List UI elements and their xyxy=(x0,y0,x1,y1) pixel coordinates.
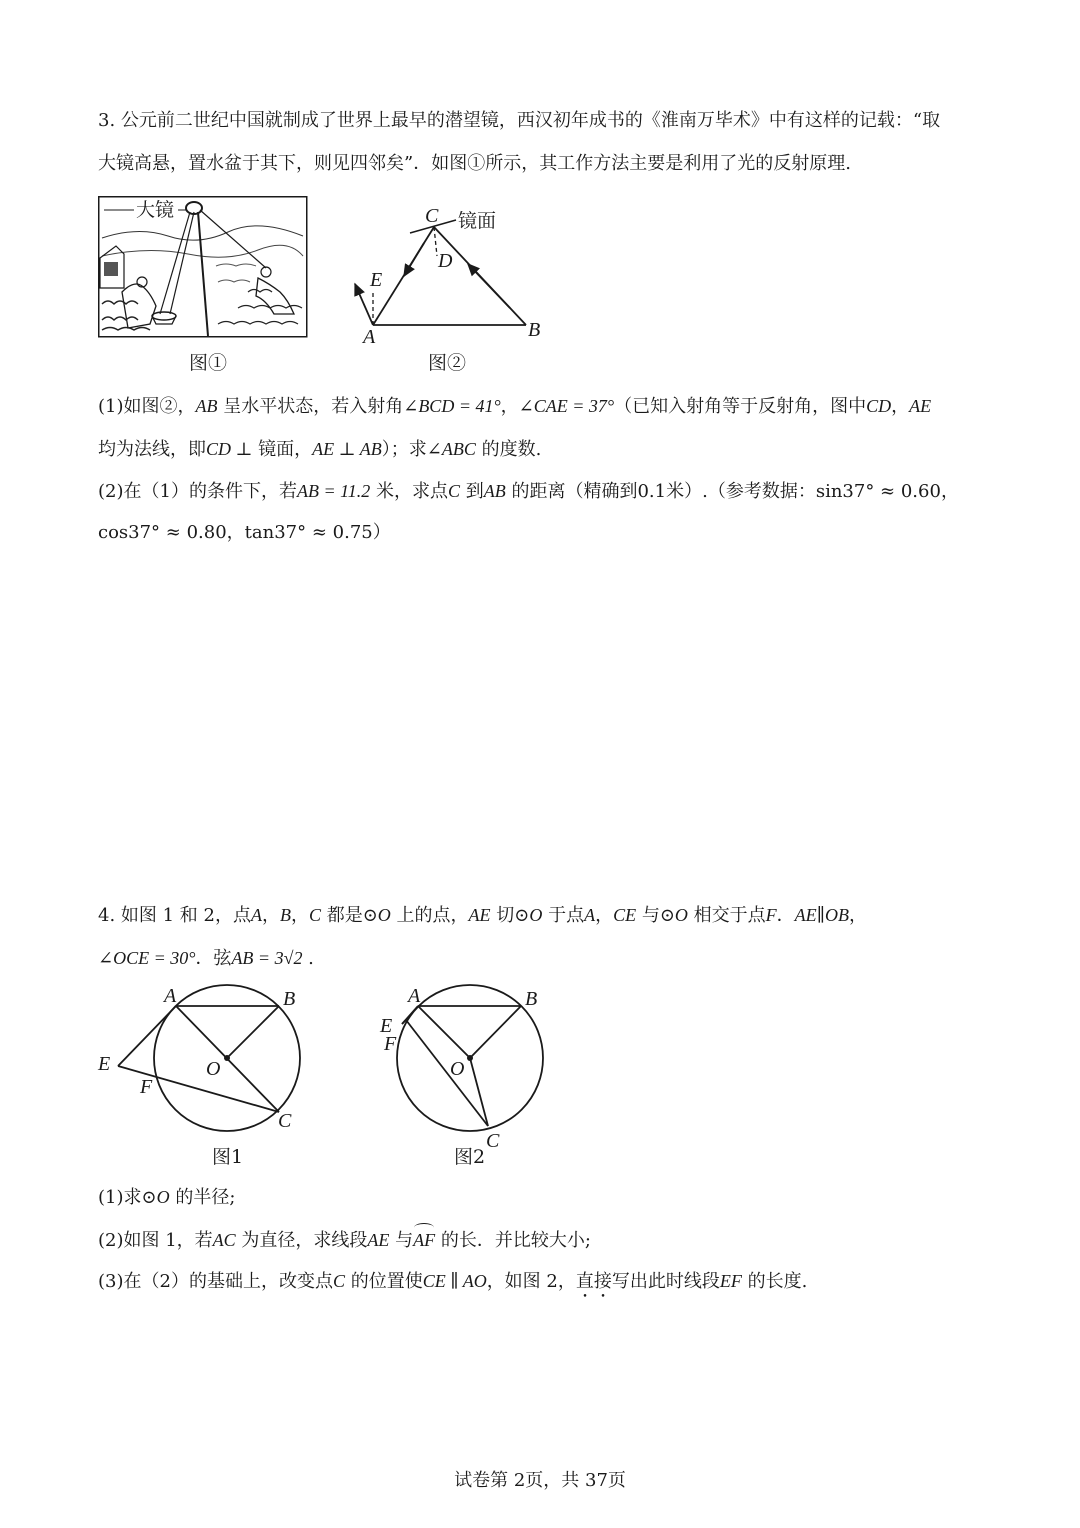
q3-figure2-diagram xyxy=(340,200,560,346)
fig2-point-C: C xyxy=(486,1130,500,1152)
fig2-point-A: A xyxy=(363,326,376,348)
q4-sub2: (2)如图 1，若AC 为直径，求线段AE 与AF 的长．并比较大小; xyxy=(98,1227,591,1254)
q4-stem-line2: ∠OCE = 30°．弦AB = 3√2 . xyxy=(98,948,314,969)
q3-figure2-caption: 图② xyxy=(428,352,467,374)
page-footer: 试卷第 2页，共 37页 xyxy=(454,1470,626,1491)
fig1-mirror-label: 大镜 xyxy=(136,199,175,221)
q3-stem-line1: 3. 公元前二世纪中国就制成了世界上最早的潜望镜，西汉初年成书的《淮南万毕术》中有这样的记载：“取 xyxy=(98,110,941,131)
fig2-mirror-label: 镜面 xyxy=(458,210,497,232)
fig2-point-D: D xyxy=(438,250,453,272)
fig2-point-E: E xyxy=(370,269,383,291)
emphasis-direct: 直接 xyxy=(575,1271,612,1292)
q4-figure2-caption: 图2 xyxy=(454,1146,486,1168)
fig2-point-B: B xyxy=(528,319,541,341)
q3-figure1-caption: 图① xyxy=(189,352,228,374)
q3-sub1-line1: (1)如图②，AB 呈水平状态，若入射角∠BCD = 41°，∠CAE = 37°（已知入射角等于反射角，图中CD，AE xyxy=(98,396,932,417)
q4-figure1-diagram xyxy=(96,984,316,1132)
q4-figure2-diagram xyxy=(376,984,556,1152)
fig1-point-F: F xyxy=(140,1076,153,1098)
fig1-point-E: E xyxy=(98,1053,111,1075)
q4-figure1-caption: 图1 xyxy=(212,1146,244,1168)
fig2-point-O: O xyxy=(450,1058,465,1080)
q3-sub1-line2: 均为法线，即CD ⊥ 镜面，AE ⊥ AB）；求∠ABC 的度数. xyxy=(98,439,542,460)
fig2-point-A: A xyxy=(408,985,421,1007)
q4-sub3: (3)在（2）的基础上，改变点C 的位置使CE ∥ AO，如图 2，直接写出此时线段EF 的长度. xyxy=(98,1271,808,1292)
q4-sub1: (1)求⊙O 的半径; xyxy=(98,1187,236,1208)
q3-stem-line2: 大镜高悬，置水盆于其下，则见四邻矣”．如图①所示，其工作方法主要是利用了光的反射原理. xyxy=(98,153,851,174)
fig1-point-B: B xyxy=(283,988,296,1010)
q4-stem-line1: 4. 如图 1 和 2，点A，B，C 都是⊙O 上的点，AE 切⊙O 于点A，CE 与⊙O 相交于点F．AE∥OB， xyxy=(98,905,867,926)
fig2-point-E: E xyxy=(380,1015,393,1037)
fig2-point-F: F xyxy=(384,1033,397,1055)
q3-figure1-illustration xyxy=(98,196,308,338)
fig2-point-B: B xyxy=(525,988,538,1010)
arc-AF: AF xyxy=(413,1227,435,1253)
q3-sub2-line2: cos37° ≈ 0.80，tan37° ≈ 0.75） xyxy=(98,522,391,543)
fig1-point-C: C xyxy=(278,1110,292,1132)
q3-sub2-line1: (2)在（1）的条件下，若AB = 11.2 米，求点C 到AB 的距离（精确到0.1米）.（参考数据：sin37° ≈ 0.60， xyxy=(98,481,959,502)
fig1-point-A: A xyxy=(164,985,177,1007)
fig1-point-O: O xyxy=(206,1058,221,1080)
fig2-point-C: C xyxy=(425,205,439,227)
